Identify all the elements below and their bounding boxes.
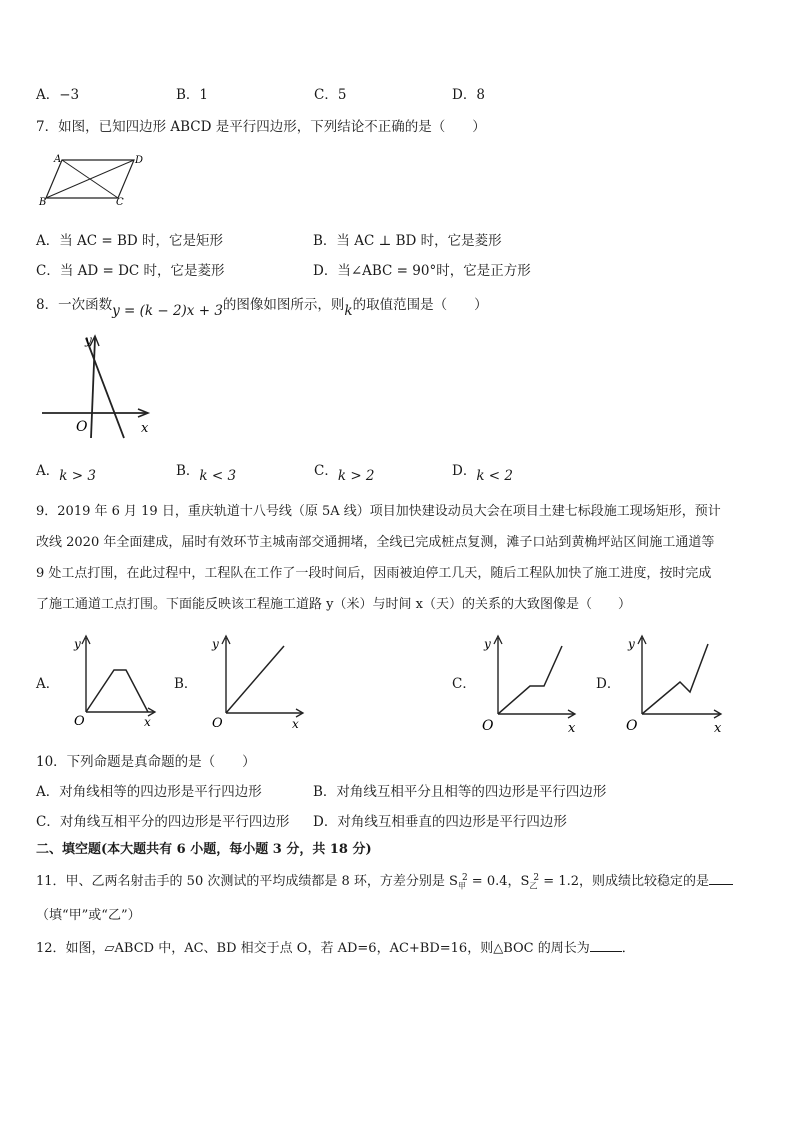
- q10-stem: 10．下列命题是真命题的是（ ）: [36, 754, 256, 770]
- q8-option-d-label: D．: [452, 463, 477, 479]
- q11-text-a: 11．甲、乙两名射击手的 50 次测试的平均成绩都是 8 环，方差分别是 S: [36, 874, 458, 889]
- q8-label-o: O: [76, 419, 88, 435]
- q9-graph-b: [206, 630, 310, 730]
- q9-option-a-label: A．: [36, 676, 60, 692]
- q8-option-c-label: C．: [314, 463, 338, 479]
- q8-option-d: [452, 459, 513, 484]
- q9-line-2: 改线 2020 年全面建成，届时有效环节主城南部交通拥堵，全线已完成桩点复测，滩子口站到黄桷坪站区间施工通道等: [36, 535, 715, 550]
- q7-label-c: C: [116, 197, 124, 208]
- q9-line-4: 了施工通道工点打围。下面能反映该工程施工道路 y（米）与时间 x（天）的关系的大致图像是（ ）: [36, 597, 631, 612]
- q8-graph-figure: [38, 330, 158, 442]
- q9-b-label-x: x: [292, 717, 299, 730]
- section-2-title: 二、填空题(本大题共有 6 小题，每小题 3 分，共 18 分): [36, 842, 372, 857]
- q9-option-d-label: D．: [596, 676, 621, 692]
- q9-graph-c: [478, 632, 582, 736]
- q9-b-label-o: O: [212, 716, 223, 730]
- q11-sup-b: 2: [533, 872, 540, 883]
- q9-line-3: 9 处工点打围，在此过程中，工程队在工作了一段时间后，因雨被迫停工几天，随后工程队加快了施工进度，按时完成: [36, 566, 712, 581]
- q7-parallelogram-figure: [36, 150, 146, 208]
- q8-option-c-expr: k > 2: [337, 468, 375, 484]
- q8-option-a-expr: k > 3: [59, 468, 96, 484]
- q9-line-1: 9．2019 年 6 月 19 日，重庆轨道十八号线（原 5A 线）项目加快建设动员大会在项目土建七标段施工现场矩形，预计: [36, 504, 721, 519]
- q7-option-d: D．当∠ABC = 90°时，它是正方形: [313, 263, 531, 279]
- q9-option-b-label: B．: [174, 676, 198, 692]
- q9-d-label-o: O: [626, 718, 638, 734]
- q10-option-a: A．对角线相等的四边形是平行四边形: [36, 784, 262, 800]
- q10-option-d: D．对角线互相垂直的四边形是平行四边形: [313, 814, 567, 830]
- q7-label-b: B: [39, 197, 47, 208]
- q6-option-d: D．8: [452, 87, 485, 103]
- q11-line-1: [36, 870, 733, 892]
- q9-c-label-x: x: [568, 721, 576, 736]
- q12-end: ．: [621, 941, 635, 956]
- q11-line-2: （填“甲”或“乙”）: [36, 908, 141, 923]
- q9-b-label-y: y: [212, 637, 219, 651]
- q8-option-a-label: A．: [36, 463, 60, 479]
- q8-option-b-label: B．: [176, 463, 200, 479]
- q8-label-y: y: [85, 333, 92, 347]
- q9-d-label-x: x: [714, 721, 722, 736]
- q11-val-a: = 0.4，S: [467, 874, 530, 889]
- q9-graph-a: [70, 630, 162, 728]
- q8-option-c: [314, 459, 375, 484]
- q8-stem-suffix: 的取值范围是（ ）: [352, 297, 488, 313]
- q9-d-label-y: y: [628, 637, 635, 651]
- q9-a-label-x: x: [144, 715, 151, 728]
- q6-option-a: A．−3: [36, 87, 80, 103]
- q11-val-b: = 1.2，则成绩比较稳定的是: [539, 874, 709, 889]
- q7-label-d: D: [135, 155, 144, 166]
- q8-option-b-expr: k < 3: [199, 468, 237, 484]
- q11-sub-a: 甲: [457, 881, 466, 891]
- q12-text: 12．如图，▱ABCD 中，AC、BD 相交于点 O，若 AD=6，AC+BD=16，则△BOC 的周长为: [36, 941, 590, 956]
- q9-graph-d: [622, 632, 728, 736]
- q11-answer-blank[interactable]: [709, 872, 733, 885]
- q8-stem-prefix: 8．一次函数: [36, 297, 113, 313]
- q7-label-a: A: [54, 154, 62, 165]
- q8-var-k: k: [344, 303, 353, 319]
- q7-option-c: C．当 AD = DC 时，它是菱形: [36, 263, 225, 279]
- q8-label-x: x: [141, 421, 149, 436]
- q9-option-c-label: C．: [452, 676, 476, 692]
- q9-c-label-y: y: [484, 637, 491, 651]
- q6-option-b: B．1: [176, 87, 209, 103]
- q8-formula: y = (k − 2)x + 3: [112, 303, 223, 319]
- q8-option-d-expr: k < 2: [476, 468, 513, 484]
- q10-option-c: C．对角线互相平分的四边形是平行四边形: [36, 814, 290, 830]
- q7-option-a: A．当 AC = BD 时，它是矩形: [36, 233, 224, 249]
- q12-answer-blank[interactable]: [590, 939, 622, 952]
- q7-option-b: B．当 AC ⊥ BD 时，它是菱形: [313, 233, 502, 249]
- q8-option-b: [176, 459, 237, 484]
- q8-stem: [36, 293, 488, 319]
- q11-sup-a: 2: [461, 872, 468, 883]
- q9-a-label-o: O: [74, 714, 85, 728]
- q7-stem: 7．如图，已知四边形 ABCD 是平行四边形，下列结论不正确的是（ ）: [36, 119, 486, 135]
- q8-option-a: [36, 459, 96, 484]
- q8-stem-mid: 的图像如图所示，则: [222, 297, 345, 313]
- q12-line: [36, 937, 635, 956]
- q10-option-b: B．对角线互相平分且相等的四边形是平行四边形: [313, 784, 607, 800]
- q9-c-label-o: O: [482, 718, 494, 734]
- q11-sub-b: 乙: [529, 881, 538, 891]
- q9-a-label-y: y: [74, 637, 81, 651]
- q6-option-c: C．5: [314, 87, 347, 103]
